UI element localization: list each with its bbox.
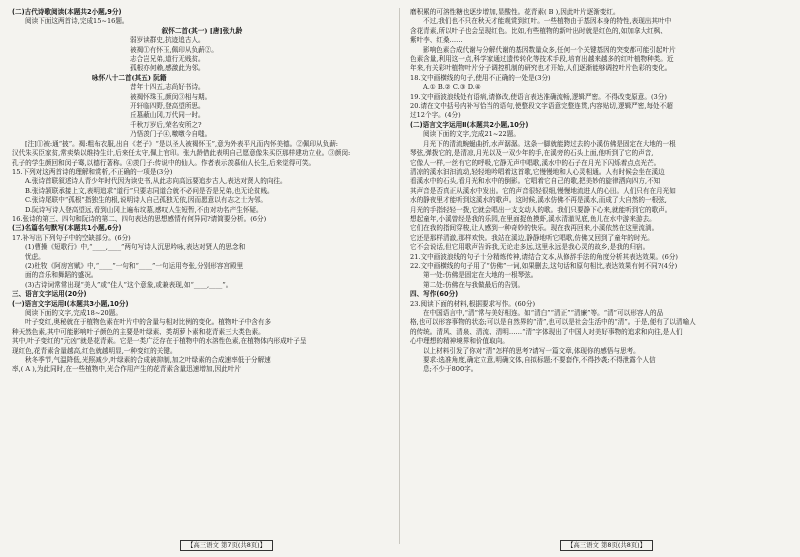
page-footer-7: 【高三语文 第7页(共8页)】: [180, 540, 273, 551]
left-text-line: (二)古代诗歌阅读(本题共2小题,9分): [12, 8, 122, 16]
left-text-line: B.张诗颔联承接上文,表明追求“道行”只要志同道合就不必问是否是兄弟,也无论贫贱。: [25, 186, 274, 195]
left-text-line: A.张诗首联叙述诗人青少年时代因为读史书,从此志向高远要追步古人,表达对贤人的向往。: [25, 177, 287, 186]
right-text-line: 第一处:仿佛是固定在大地的一根琴弦。: [423, 271, 538, 280]
left-text-line: 面的音乐和舞蹈的盛况。: [25, 271, 98, 280]
right-text-line: 影响色素合成代谢与分解代谢的基因数量众多,任何一个关键基因的突变都可能引起叶片: [423, 45, 676, 54]
right-text-line: A.① B.② C.③ D.④: [423, 83, 481, 92]
left-text-line: 阅读下面的文字,完成18~20题。: [25, 309, 122, 317]
right-text-line: 它像人一样,一丝有它的呼吸,它静无声中唱歌,溪水中的石子在月光下闪烁着点点光芒。: [410, 158, 661, 167]
right-text-line: 格,也可以形容事物的状态;可以是自然界的“清”,也可以是社会生活中的“清”。于是,便有了以清喻人: [410, 318, 696, 327]
right-text-line: 18.文中画横线的句子,使用不正确的一处是(3分): [410, 73, 551, 82]
left-text-line: 孔子的学生颜回和闵子骞,以德行著称。④羡门子:传说中的仙人。作者表示羡慕仙人长生,后来觉得可笑。: [12, 158, 316, 167]
right-text-line: 阅读下面的文字,完成21~22题。: [423, 130, 520, 139]
right-text-line: 不过,我们也不只在秋天才能观赏到红叶。一些植物由于基因本身的特性,表现出其叶中: [423, 17, 672, 26]
right-text-line: 在中国语言中,“清”常与美好相连。如“清白”“清正”“清廉”等。“清”可以形容人的品: [423, 309, 664, 317]
left-text-line: (1)曹操《短歌行》中,“____,____”两句写诗人沉思吟咏,表达对贤人的思念和: [25, 243, 246, 252]
left-text-line: 被褐怀珠玉,颜闵③相与期。: [130, 92, 212, 101]
right-text-line: 心中理想的精神境界和价值取向。: [410, 337, 509, 346]
left-text-line: 种天然色素,其中可能影响叶子颜色的主要是叶绿素、类胡萝卜素和花青素三大类色素。: [12, 327, 265, 336]
left-text-line: (2)杜牧《阿房宫赋》中,“____”一句和“____”一句运用夸张,分别形容宫殿里: [25, 261, 244, 270]
left-text-line: 汉代朱买臣家贫,常卖柴以维持生计,后来任太守,佩上官印。张九龄借此表明自己愿意像朱买臣那样建功立业。③颜闵:: [12, 149, 351, 158]
left-text-line: 现红色,花青素含量越高,红色就越明显,一种变红的关键。: [12, 346, 177, 355]
left-text-line: 昔年十四五,志尚好书诗。: [130, 83, 205, 92]
right-text-line: 19.文中画波浪线处有语病,请修改,使语言表达准确流畅,逻辑严密。不得改变原意。(3分): [410, 92, 667, 101]
right-text-line: 清凉的溪水汩汩流动,轻轻地吟唱着这首歌,它慢慢地和人心灵相通。人有时候会坐在溪边: [410, 167, 665, 176]
left-text-line: (3)古诗词常常出现“美人”或“佳人”这个意象,或兼表现,如“____,____”。: [25, 280, 233, 289]
right-text-line: 其声音是否真正从溪水中发出。它的声音很轻很细,慢慢地流进人的心田。人们只有在月光如: [410, 186, 676, 195]
right-text-line: 它们在我的指间穿梭,让人感到一种奇妙的快乐。现在我再回来,小溪依然在这里流淌。: [410, 224, 659, 233]
right-text-line: (二)语言文字运用Ⅱ(本题共2小题,10分): [410, 120, 529, 129]
left-text-line: 咏怀八十二首(其五) 阮籍: [92, 73, 167, 82]
left-text-line: (一)语言文字运用Ⅰ(本题共3小题,10分): [12, 299, 129, 308]
right-text-line: 23.阅读下面的材料,根据要求写作。(60分): [410, 299, 536, 308]
left-text-line: [注]①被:通“披”。褐:粗布衣服,出自《老子》“是以圣人被褐怀玉”,意为外表平凡而内怀美德。②佩印从负薪:: [25, 139, 339, 148]
left-text-line: 15.下列对这两首诗的理解和赏析,不正确的一项是(3分): [12, 167, 173, 176]
right-text-line: 琴弦,弹拨它的,是清凉,月光以及一双少年的手,在溪旁的石头上面,他听到了它的声音,: [410, 149, 654, 158]
left-text-line: 千秋万岁后,荣名安所之?: [130, 120, 202, 129]
left-text-line: 叶子变红,奥秘就在于植物色素在叶片中的含量与相对比例的变化。植物叶子中含有多: [25, 318, 272, 327]
right-text-line: 想起童年,小溪曾经是我的乐园,在里面捉鱼摸虾,溪水清澈见底,鱼儿在水中游来游去。: [410, 214, 656, 223]
left-text-line: 17.补写出下列句子中的空缺部分。(6分): [12, 233, 131, 242]
right-text-line: 月光下的清流蜿蜒曲折,水声潺潺。这条一脚就能跨过去的小溪仿佛是固定在大地的一根: [423, 139, 676, 148]
right-text-line: 紫叶李、红桑……: [410, 36, 463, 45]
right-text-line: 过12个字。(4分): [410, 111, 461, 120]
right-text-line: 水的静夜里才能听到这溪水的歌声。这时候,溪水仿佛不再是溪水,而成了大自然的一根弦,: [410, 196, 667, 205]
left-text-line: 其中,叶子变红的“元凶”就是花青素。它是一类广泛存在于植物中的水溶性色素,在植物体内形成叶子呈: [12, 337, 307, 346]
right-text-line: 四、写作(60分): [410, 290, 459, 299]
right-text-line: 要求:选准角度,确定立意,明确文体,自拟标题;不要套作,不得抄袭;不得泄露个人信: [423, 356, 656, 365]
left-text-line: D.阮诗写诗人登高望远,看到山冈上遍布坟墓,感叹人生短暂,不由对功名产生怀疑。: [25, 205, 263, 214]
right-text-line: 21.文中画波浪线的句子十分精炼传神,请结合文本,从修辞手法的角度分析其表达效果。(6分): [410, 252, 678, 261]
right-text-line: 它不会说话,但它用歌声告诉我,无论走多远,这里永远是我心灵的故乡,是我的归宿。: [410, 243, 650, 252]
column-divider: [399, 8, 400, 544]
left-text-line: 阅读下面这两首诗,完成15~16题。: [25, 17, 129, 26]
left-text-line: (三)名篇名句默写(本题共1小题,6分): [12, 224, 122, 233]
right-text-line: 色素含量,利用这一点,科学家通过遗传转化等技术手段,培育出越来越多的红叶植物种类。近: [410, 55, 674, 64]
right-text-line: 月光的手指轻轻一拨,它就会唱出一支支动人的歌。我们只要静下心来,就能听到它的歌声。: [410, 205, 672, 214]
left-text-line: 秋冬季节,气温降低,光照减少,叶绿素的合成被抑制,加之叶绿素的合成速率低于分解速: [25, 356, 271, 365]
left-text-line: 16.张诗的第三、四句和阮诗的第二、四句表达的思想感情有何异同?请简要分析。(6分): [12, 214, 267, 223]
page-footer-8: 【高三语文 第8页(共8页)】: [560, 540, 653, 551]
right-text-line: 的传统。清风、清泉、清流、清明……“清”字体现出了中国人对美好事物的追求和向往,是人们: [410, 327, 683, 336]
left-text-line: 开轩临四野,登高望所思。: [130, 102, 205, 111]
left-text-line: 率,( A ),为此同时,在一些植物中,光合作用产生的花青素含量迅速增加,因此叶片: [12, 365, 241, 374]
left-text-line: 被褐①有怀玉,佩印从负薪②。: [130, 45, 218, 54]
left-text-line: 乃悟羡门子④,噭噭今自嗤。: [130, 130, 212, 139]
right-text-line: 年来,有关彩叶植物叶片分子调控机制的研究也才开始,人们逐渐能够调控叶片色彩的变化。: [410, 64, 672, 73]
right-text-line: 息;不少于800字。: [423, 365, 478, 374]
left-column: [12, 8, 392, 375]
left-text-line: 叙怀二首(其一) [唐]张九龄: [161, 26, 243, 35]
right-text-line: 磨积累的可溶性糖也逐步增加,显酸性。花青素( B ),因此叶片逐渐变红。: [410, 8, 620, 16]
left-text-line: 孤根亦何赖,感激此为邻。: [130, 64, 205, 73]
left-text-line: C.张诗尾联中“孤根”指独生的根,说明诗人自己孤独无依,因而愿意以有志之士为邻。: [25, 196, 268, 205]
left-text-line: 忧虑。: [25, 252, 45, 261]
left-text-line: 志合岂兄弟,道行无贱贫。: [130, 55, 205, 64]
right-column: [410, 8, 790, 375]
left-text-line: 丘墓蔽山冈,万代同一时。: [130, 111, 205, 120]
right-text-line: 含花青素,所以叶子也会呈现红色。比如,有些植物的新叶出时就是红色的,如加拿大红枫、: [410, 26, 667, 35]
right-text-line: 它还是那样清澈,那样欢快。我站在溪边,静静地听它唱歌,仿佛又回到了童年的时光。: [410, 233, 654, 242]
right-text-line: 第二处:仿佛在与我做最后的告别。: [423, 280, 525, 289]
left-text-line: 弱岁读群史,抗迹追古人。: [130, 36, 205, 45]
left-text-line: 三、语言文字运用(20分): [12, 290, 87, 299]
right-text-line: 22.文中画横线的句子用了“仿佛”一词,如果删去,这句话和原句相比,表达效果有何不同?(4分): [410, 261, 678, 270]
right-text-line: 20.请在文中括号内补写恰当的语句,使整段文字语意完整连贯,内容贴切,逻辑严密,每处不超: [410, 102, 673, 111]
right-text-line: 看溪水中的石头,看月光和水中的倒影。它唱着它自己的歌,把美妙的旋律洒向四方,不知: [410, 177, 661, 186]
right-text-line: 以上材料引发了你对“清”怎样的思考?请写一篇文章,体现你的感悟与思考。: [423, 346, 640, 355]
